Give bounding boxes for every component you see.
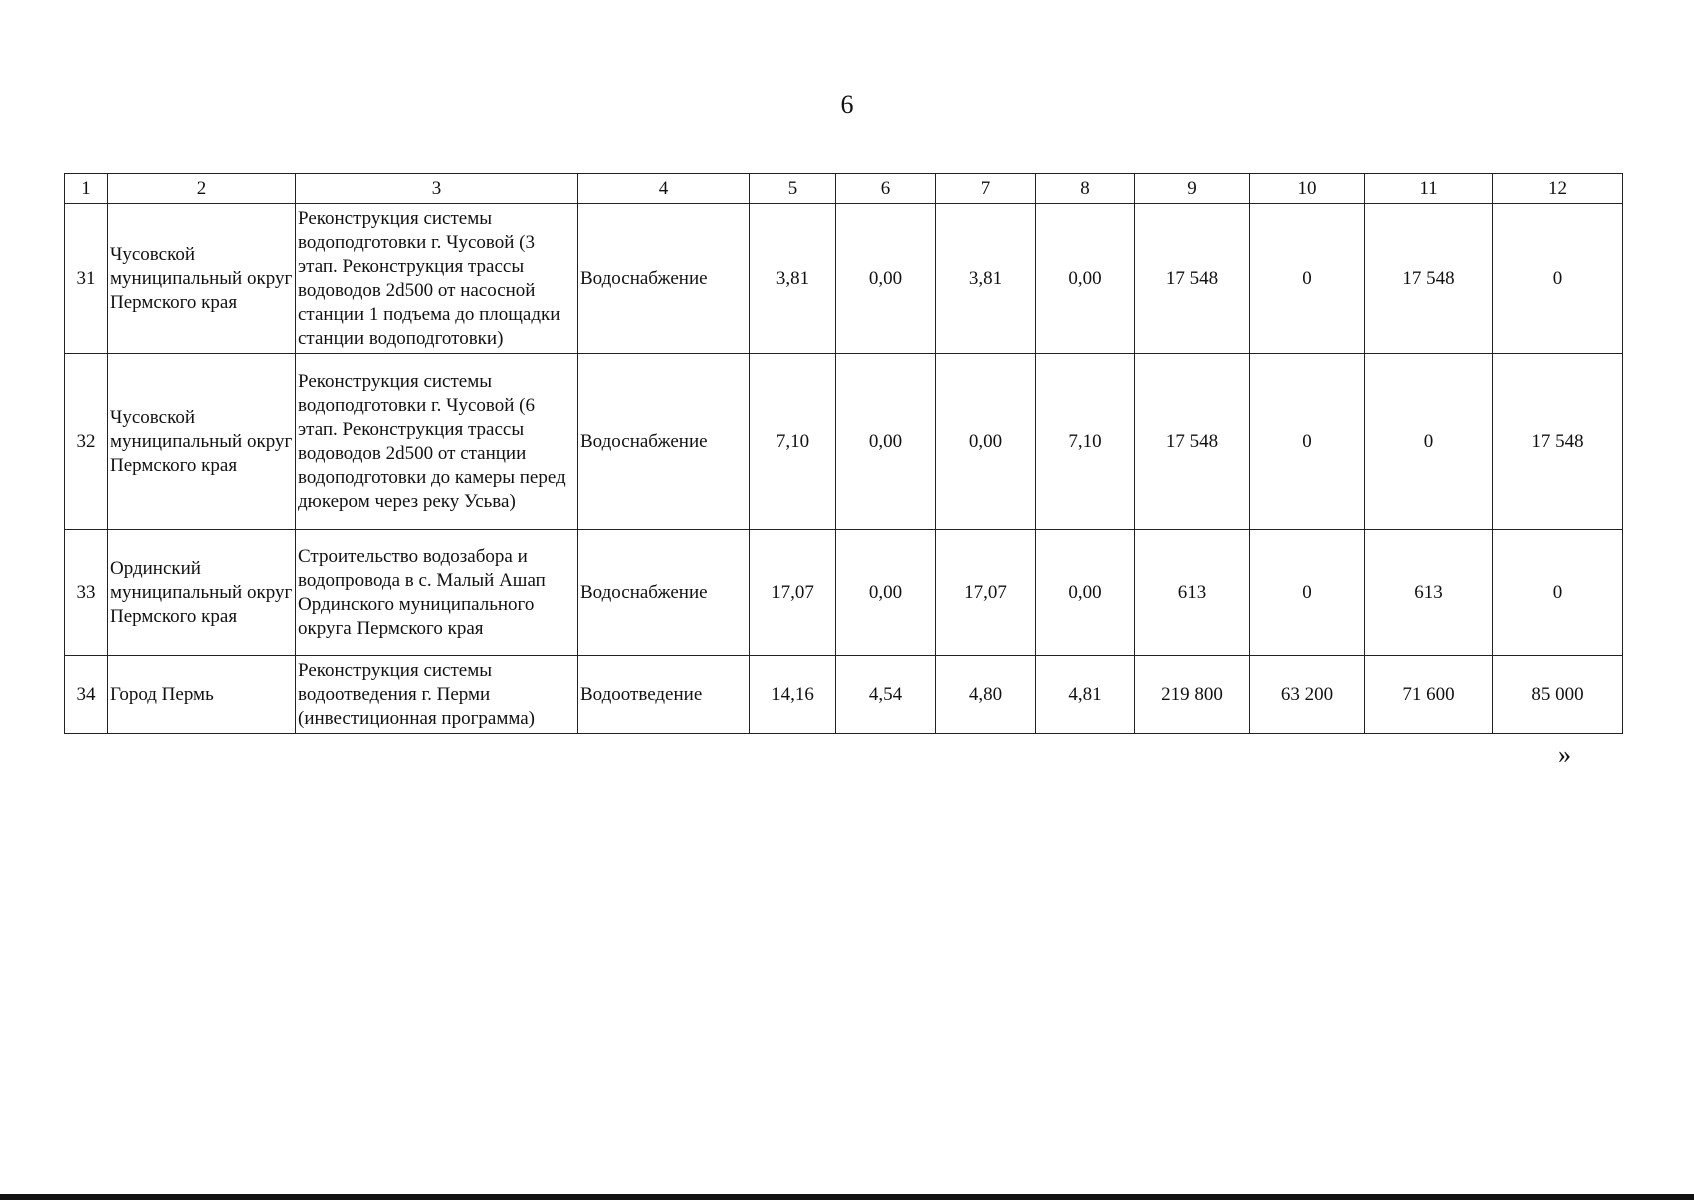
value-cell: 4,81: [1036, 656, 1135, 734]
type-cell: Водоснабжение: [578, 204, 750, 354]
value-cell: 17 548: [1365, 204, 1493, 354]
table-header-row: [65, 174, 1623, 204]
value-cell: 0,00: [1036, 204, 1135, 354]
table-row: [65, 354, 1623, 530]
row-number: 34: [65, 656, 108, 734]
value-cell: 17 548: [1135, 204, 1250, 354]
value-cell: 0: [1250, 204, 1365, 354]
table-row: [65, 204, 1623, 354]
column-header: 10: [1250, 174, 1365, 204]
column-header: 7: [936, 174, 1036, 204]
row-number: 31: [65, 204, 108, 354]
table-row: [65, 530, 1623, 656]
column-header: 9: [1135, 174, 1250, 204]
column-header: 4: [578, 174, 750, 204]
value-cell: 71 600: [1365, 656, 1493, 734]
row-number: 32: [65, 354, 108, 530]
value-cell: 4,80: [936, 656, 1036, 734]
value-cell: 0,00: [836, 204, 936, 354]
value-cell: 0,00: [936, 354, 1036, 530]
value-cell: 0: [1493, 204, 1623, 354]
value-cell: 17 548: [1493, 354, 1623, 530]
column-header: 6: [836, 174, 936, 204]
column-header: 12: [1493, 174, 1623, 204]
value-cell: 14,16: [750, 656, 836, 734]
value-cell: 7,10: [1036, 354, 1135, 530]
value-cell: 0: [1250, 530, 1365, 656]
value-cell: 613: [1135, 530, 1250, 656]
value-cell: 7,10: [750, 354, 836, 530]
value-cell: 17,07: [750, 530, 836, 656]
municipality-cell: Чусовской муниципальный округ Пермского края: [108, 204, 296, 354]
municipality-cell: Чусовской муниципальный округ Пермского края: [108, 354, 296, 530]
value-cell: 3,81: [750, 204, 836, 354]
value-cell: 0: [1493, 530, 1623, 656]
data-table: [64, 173, 1623, 734]
type-cell: Водоснабжение: [578, 354, 750, 530]
value-cell: 0,00: [836, 354, 936, 530]
value-cell: 613: [1365, 530, 1493, 656]
value-cell: 4,54: [836, 656, 936, 734]
row-number: 33: [65, 530, 108, 656]
municipality-cell: Ординский муниципальный округ Пермского края: [108, 530, 296, 656]
municipality-cell: Город Пермь: [108, 656, 296, 734]
value-cell: 85 000: [1493, 656, 1623, 734]
object-cell: Реконструкция системы водоотведения г. Перми (инвестиционная программа): [296, 656, 578, 734]
object-cell: Реконструкция системы водоподготовки г. Чусовой (6 этап. Реконструкция трассы водоводов 2d500 от станции водоподготовки до камеры перед дюкером через реку Усьва): [296, 354, 578, 530]
value-cell: 17,07: [936, 530, 1036, 656]
closing-quote-mark: »: [1558, 740, 1571, 769]
page-number: 6: [840, 90, 854, 119]
column-header: 1: [65, 174, 108, 204]
column-header: 8: [1036, 174, 1135, 204]
object-cell: Реконструкция системы водоподготовки г. Чусовой (3 этап. Реконструкция трассы водоводов 2d500 от насосной станции 1 подъема до площадки станции водоподготовки): [296, 204, 578, 354]
column-header: 2: [108, 174, 296, 204]
value-cell: 17 548: [1135, 354, 1250, 530]
type-cell: Водоотведение: [578, 656, 750, 734]
value-cell: 0,00: [1036, 530, 1135, 656]
column-header: 11: [1365, 174, 1493, 204]
type-cell: Водоснабжение: [578, 530, 750, 656]
table-row: [65, 656, 1623, 734]
value-cell: 3,81: [936, 204, 1036, 354]
value-cell: 0: [1365, 354, 1493, 530]
value-cell: 0,00: [836, 530, 936, 656]
column-header: 3: [296, 174, 578, 204]
object-cell: Строительство водозабора и водопровода в с. Малый Ашап Ординского муниципального округа Пермского края: [296, 530, 578, 656]
scan-edge-bar: [0, 1194, 1694, 1200]
value-cell: 63 200: [1250, 656, 1365, 734]
value-cell: 0: [1250, 354, 1365, 530]
value-cell: 219 800: [1135, 656, 1250, 734]
column-header: 5: [750, 174, 836, 204]
